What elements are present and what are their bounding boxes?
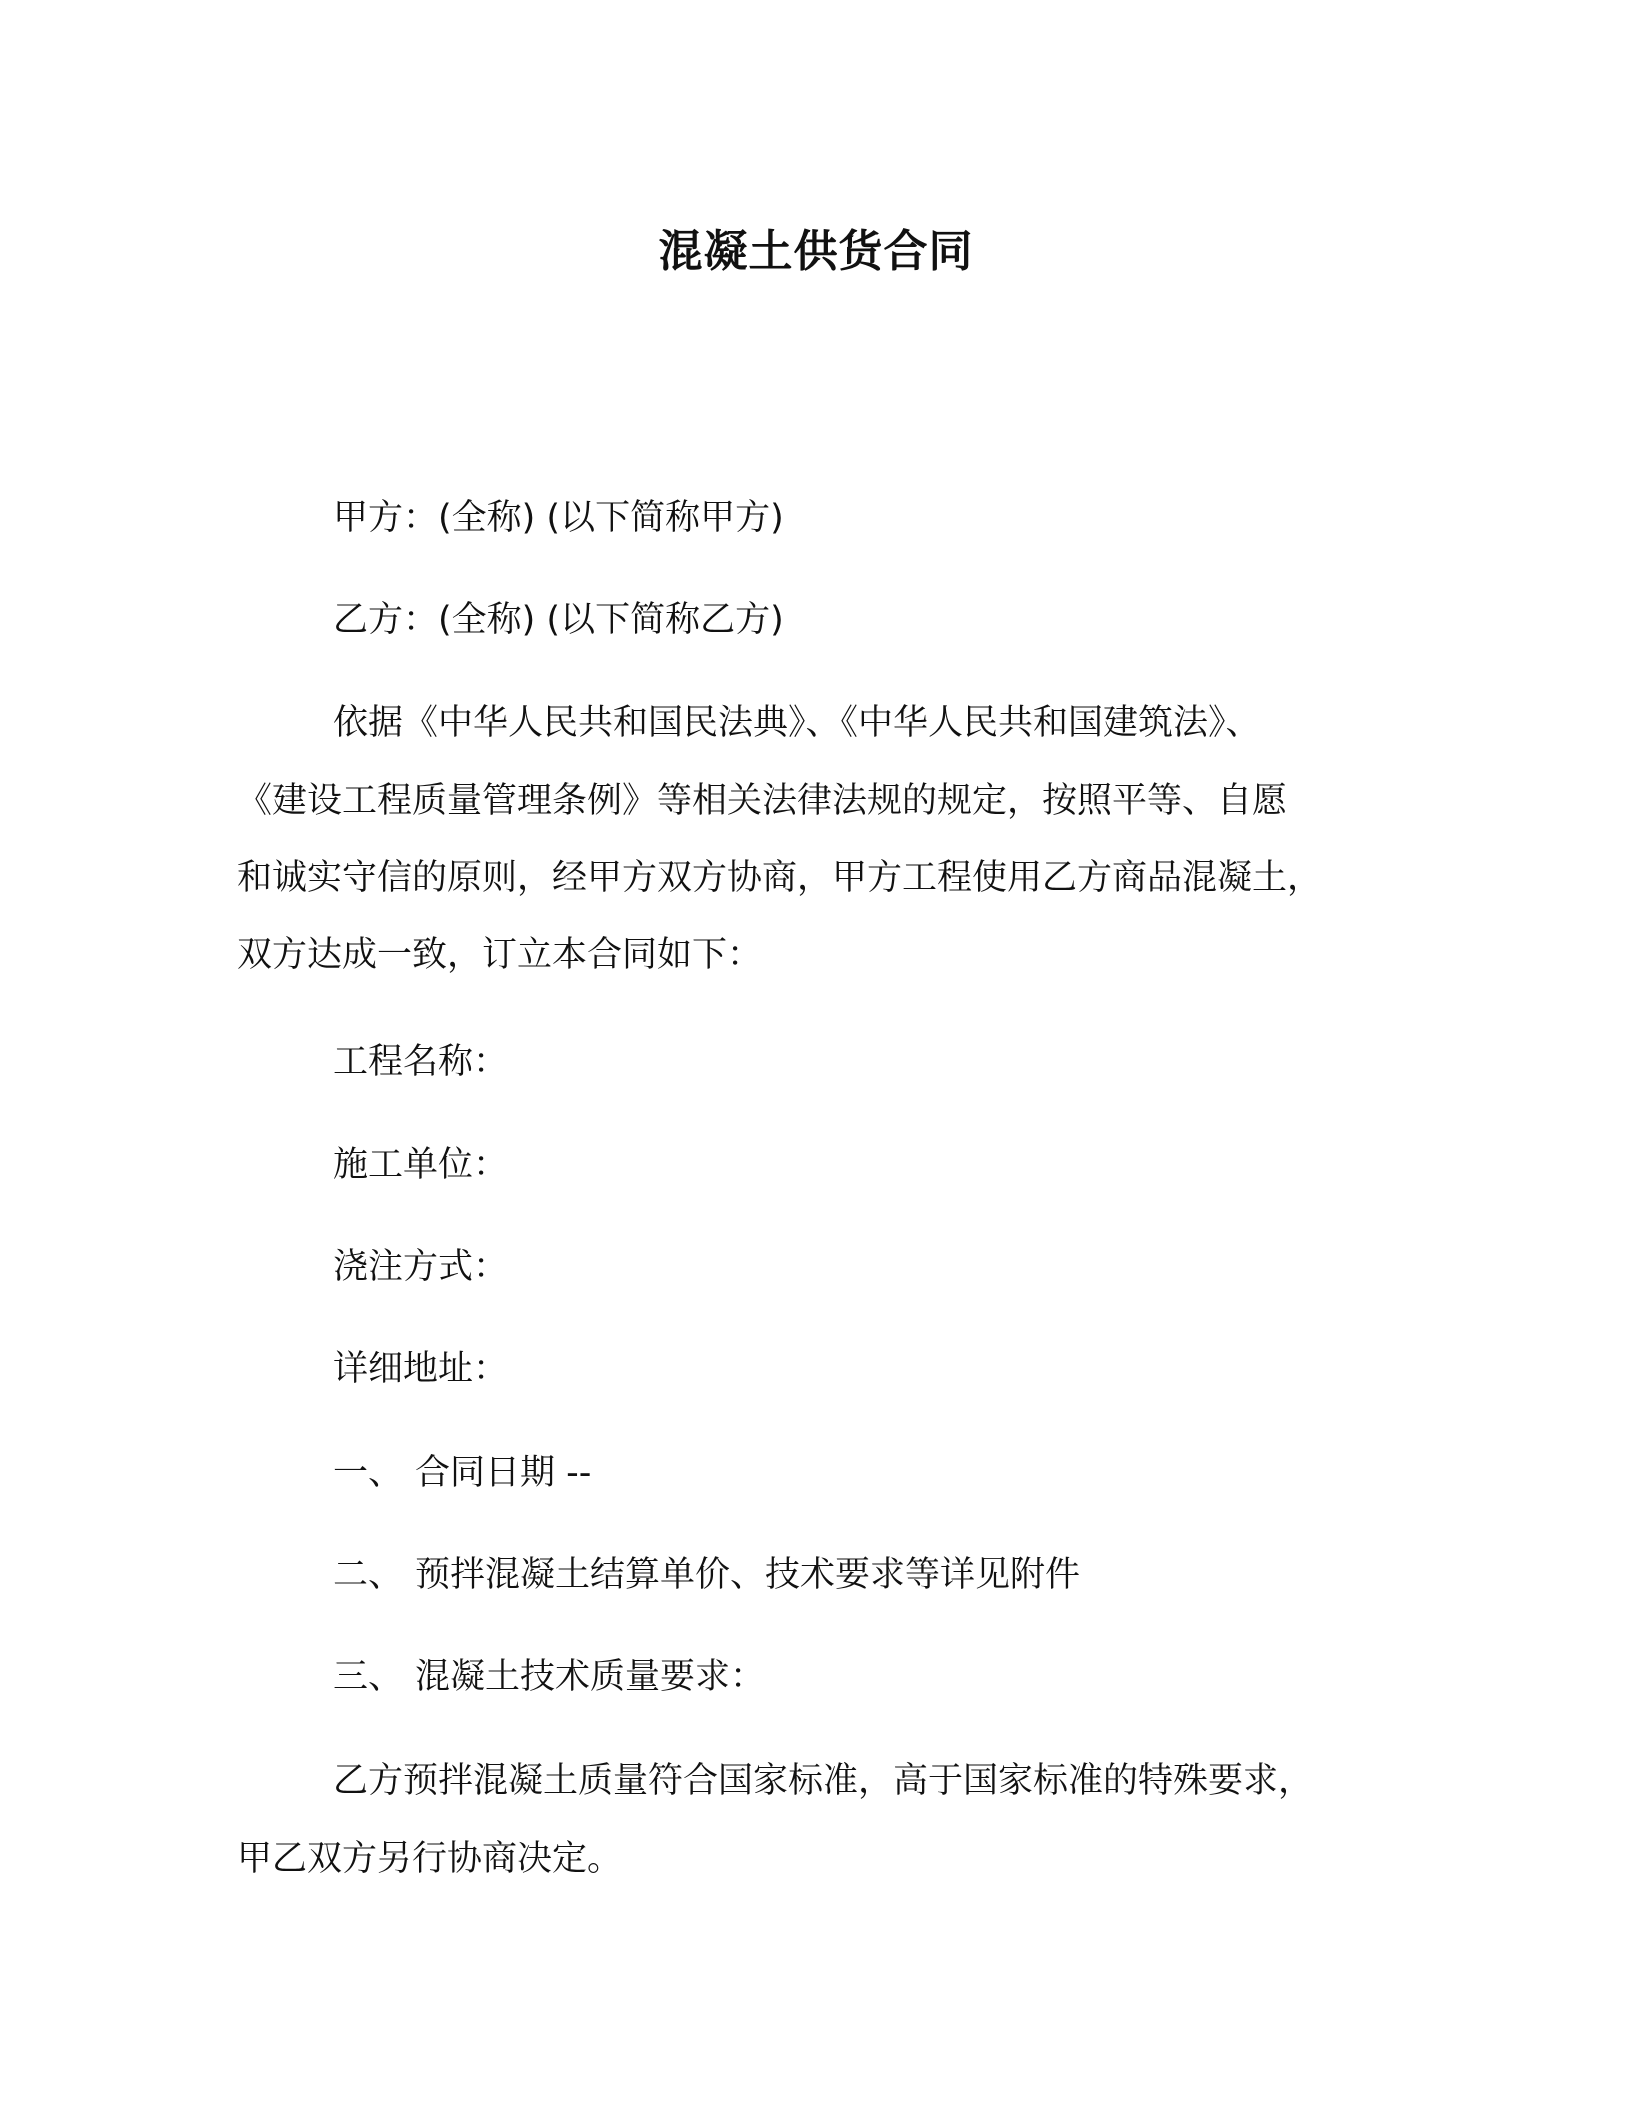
clause-number: 一、 <box>333 1453 404 1493</box>
field-address: 详细地址： <box>333 1349 509 1389</box>
preamble-line: 依据《中华人民共和国民法典》、《中华人民共和国建筑法》、 <box>333 703 1261 743</box>
quality-line: 甲乙双方另行协商决定。 <box>237 1839 623 1879</box>
preamble-line: 和诚实守信的原则，经甲方双方协商，甲方工程使用乙方商品混凝土， <box>237 858 1323 898</box>
clause-number: 二、 <box>333 1555 404 1595</box>
clause-number: 三、 <box>333 1657 404 1697</box>
preamble-line: 《建设工程质量管理条例》等相关法律法规的规定，按照平等、自愿 <box>237 781 1288 821</box>
clause-text: 预拌混凝土结算单价、技术要求等详见附件 <box>415 1555 1081 1595</box>
field-construction-unit: 施工单位： <box>333 1145 509 1185</box>
party-b-line: 乙方：(全称) (以下简称乙方) <box>333 600 784 640</box>
field-project-name: 工程名称： <box>333 1042 509 1082</box>
clause-text: 合同日期 -- <box>415 1453 592 1493</box>
clause-item <box>333 1448 591 1498</box>
clause-text: 混凝土技术质量要求： <box>415 1657 766 1697</box>
clause-item <box>333 1652 765 1702</box>
quality-line: 乙方预拌混凝土质量符合国家标准，高于国家标准的特殊要求， <box>333 1761 1314 1801</box>
field-pouring-method: 浇注方式： <box>333 1247 509 1287</box>
party-a-line: 甲方：(全称) (以下简称甲方) <box>333 498 784 538</box>
document-title: 混凝土供货合同 <box>658 226 974 277</box>
preamble-line: 双方达成一致，订立本合同如下： <box>237 935 763 975</box>
clause-item <box>333 1550 1080 1600</box>
